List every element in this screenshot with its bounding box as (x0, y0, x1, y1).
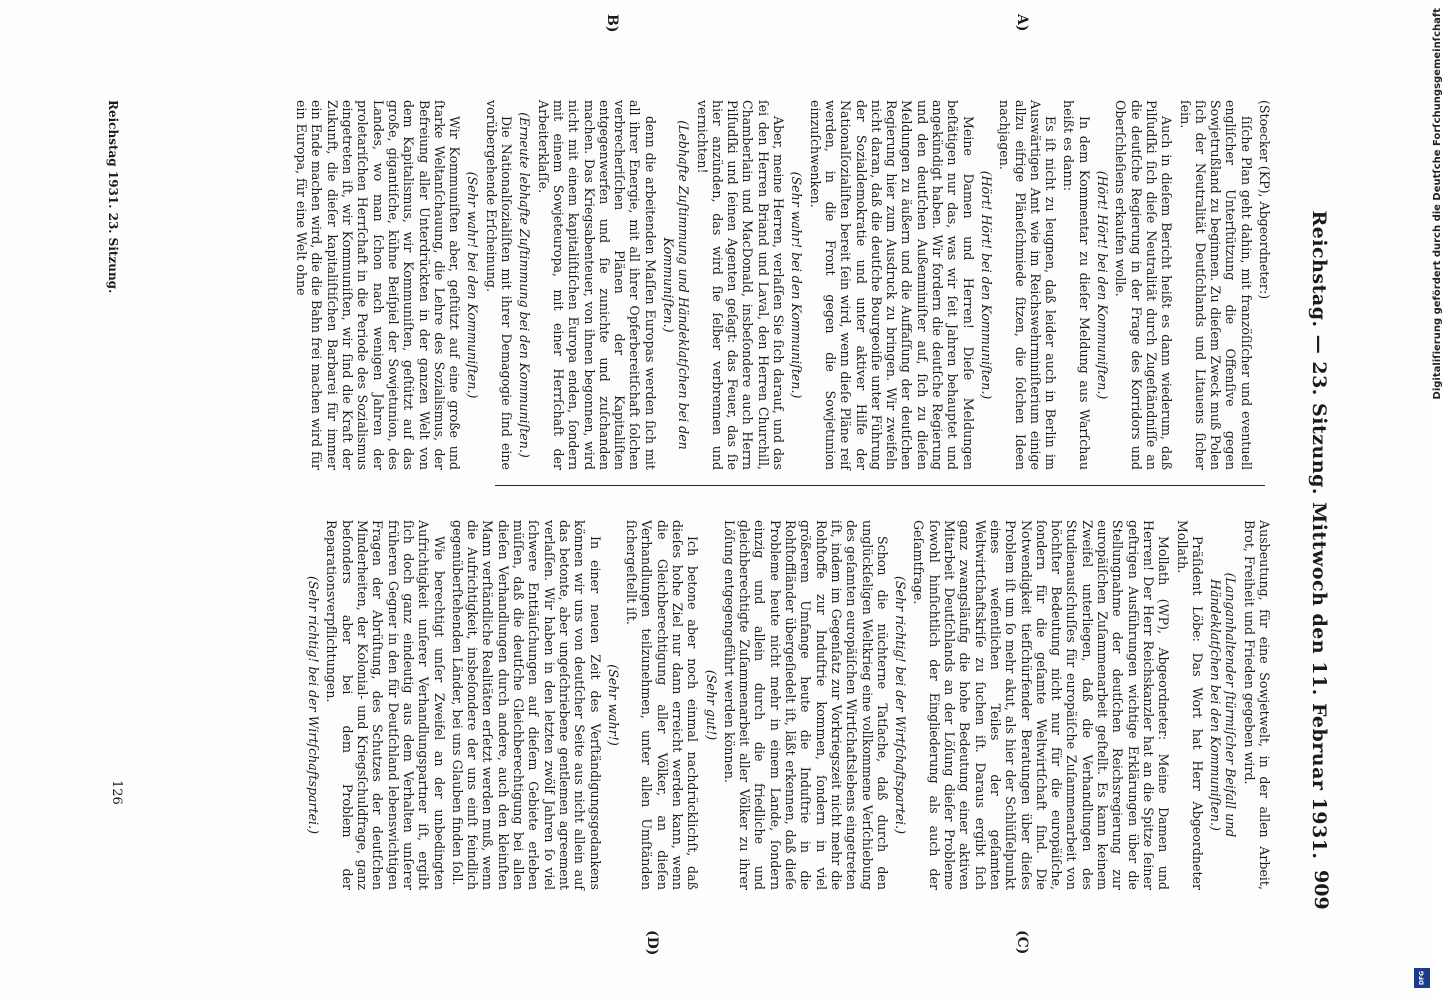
paragraph: (Stoecker (KP), Abgeordneter:) (1257, 100, 1272, 300)
digitization-note: Digitaliſierung gefördert durch die Deutſche Forſchungsgemeinſchaft (1432, 8, 1443, 400)
paragraph: Präſident Löbe: Das Wort hat Herr Abgeordneter Mollath. (1174, 520, 1205, 890)
footer-page-number: 126 (109, 780, 124, 805)
interjection: (Sehr gut!) (703, 669, 719, 741)
interjection: (Sehr wahr!) (605, 664, 621, 746)
interjection: (Lebhafte Zuſtimmung und Händeklatſchen bei den Kommuniſten.) (661, 120, 692, 450)
margin-mark-a: A) (1014, 14, 1030, 32)
interjection: (Hört! Hört! bei den Kommuniſten.) (978, 170, 994, 400)
paragraph: Aber, meine Herren, verlaſſen Sie ſich darauf, und das ſei den Herren Briand und Laval, den Herren Churchill, Chamberlain und MacDonald, insbeſondere auch Herrn Pilſudſki und ſeinen Agenten geſagt: das Feuer, das ſie hier anzünden, das wird ſie ſelber verbrennen und vernichten! (694, 100, 787, 470)
paragraph: Wir Kommuniſten aber, geſtützt auf eine große und ſtarke Weltanſchauung, die Lehre des Sozialismus, der Befreiung aller Unterdrückten in der ganzen Welt von dem Kapitalismus, wir Kommuniſten, geſtützt auf das große, gigantiſche, kühne Beiſpiel der Sowjetunion, des Landes, wo man ſchon nach wenigen Jahren der proletariſchen Herrſchaft in die Periode des Sozialismus eingetreten iſt, wir Kommuniſten, wir ſind die Kraft der Zukunft, die dieſer kapitaliſtiſchen Barbarei für immer ein Ende machen wird, die die Bahn frei machen wird für ein Europa, für eine Welt ohne (294, 100, 463, 470)
running-head: Reichstag. — 23. Sitzung. Mittwoch den 11. Februar 1931. (1308, 210, 1330, 860)
interjection: (Langanhaltender ſtürmiſcher Beifall und Händeklatſchen bei den Kommuniſten.) (1208, 572, 1239, 838)
paragraph: Schon die nüchterne Tatſache, daß durch den unglückſeligen Weltkrieg eine vollkommene Verſchiebung des geſamten europäiſchen Wirtſchaftslebens eingetreten iſt, indem im Gegenſatz zur Vorkriegszeit nicht mehr die Rohſtoffe zur Induſtrie kommen, ſondern in viel größerem Umfange heute die Induſtrie in die Rohſtoffländer übergeſiedelt iſt, läßt erkennen, daß dieſe Probleme heute nicht mehr in einem Lande, ſondern einzig und allein durch die friedliche und gleichberechtigte Zuſammenarbeit aller Völker zu ihrer Löſung entgegengeführt werden können. (721, 520, 890, 890)
footer-session: Reichstag 1931. 23. Sitzung. (106, 100, 120, 294)
paragraph: In dem Kommentar zu dieſer Meldung aus Warſchau heißt es dann: (1061, 100, 1092, 470)
paragraph: Es iſt nicht zu leugnen, daß leider auch in Berlin im Auswärtigen Amt wie im Reichswehrminiſterium einige allzu eifrige Pläneſchmiede ſitzen, die ſolchen Ideen nachjagen. (997, 100, 1059, 470)
paragraph: Die Nationalſozialiſten mit ihrer Demagogie ſind eine vorübergehende Erſcheinung. (483, 100, 515, 470)
paragraph: denn die arbeitenden Maſſen Europas werden ſich mit all ihrer Energie, mit all ihrer Opferbereitſchaft ſolchen verbrecheriſchen Plänen der Kapitaliſten entgegenwerfen und ſie zunichte und zuſchanden machen. Das Kriegsabenteuer, von ihnen begonnen, wird nicht mit einem kapitaliſtiſchen Europa enden, ſondern mit einem Sowjeteuropa, mit einer Herrſchaft der Arbeiterklaſſe. (535, 100, 658, 470)
paragraph: Mollath (WP), Abgeordneter: Meine Damen und Herren! Der Herr Reichskanzler hat an die Spitze ſeiner geſtrigen Ausführungen wichtige Erklärungen über die Stellungnahme der deutſchen Reichsregierung zur europäiſchen Zuſammenarbeit geſtellt. Es kann keinem Zweifel unterliegen, daß die Verhandlungen des Studienausſchuſſes für europäiſche Zuſammenarbeit von höchſter Bedeutung nicht nur für die europäiſche, ſondern für die geſamte Weltwirtſchaft ſind. Die Notwendigkeit tiefſchürfender Beratungen über dieſes Problem iſt um ſo mehr akut, als hier der Schlüſſelpunkt eines weſentlichen Teiles der geſamten Weltwirtſchaftskriſe zu ſuchen iſt. Daraus ergibt ſich ganz zwangsläufig die hohe Bedeutung einer aktiven Mitarbeit Deutſchlands an der Löſung dieſer Probleme ſowohl hinſichtlich der Eingliederung als auch der Geſamtfrage. (911, 520, 1172, 890)
paragraph: Ich betone aber noch einmal nachdrücklichſt, daß dieſes hohe Ziel nur dann erreicht werden kann, wenn die Gleichberechtigung aller Völker, an dieſen Verhandlungen teilzunehmen, unter allen Umſtänden ſichergeſtellt iſt. (624, 520, 701, 890)
paragraph: Meine Damen und Herren! Dieſe Meldungen beſtätigen nur das, was wir ſeit Jahren behauptet und angekündigt haben. Wir fordern die deutſche Regierung und den deutſchen Außenminiſter auf, ſich zu dieſen Meldungen zu äußern und die Auffaſſung der deutſchen Regierung hier zum Ausdruck zu bringen. Wir zweifeln nicht daran, daß die deutſche Bourgeoiſie unter Führung der Sozialdemokratie und unter aktiver Hilfe der Nationalſozialiſten bereit ſein wird, wenn dieſe Pläne reif werden, in die Front gegen die Sowjetunion einzuſchwenken. (807, 100, 976, 470)
interjection: (Hört! Hört! bei den Kommuniſten.) (1095, 170, 1111, 400)
interjection: (Sehr wahr! bei den Kommuniſten.) (465, 171, 481, 399)
interjection: (Erneute lebhafte Zuſtimmung bei den Kommuniſten.) (517, 112, 533, 458)
dfg-logo: DFG (1414, 968, 1430, 988)
paragraph: Ausbeutung, für eine Sowjetwelt, in der allen Arbeit, Brot, Freiheit und Frieden gegeben wird. (1241, 520, 1272, 890)
paragraph: Wie berechtigt unſer Zweifel an der unbedingten Aufrichtigkeit unſerer Verhandlungspartner iſt, ergibt ſich doch ganz eindeutig aus dem Verhalten unſerer früheren Gegner in den für Deutſchland lebenswichtigen Fragen der Abrüſtung, des Schutzes der deutſchen Minderheiten, der Kolonial- und Kriegsſchuldfrage, ganz beſonders aber bei dem Problem der Reparationsverpflichtungen. (324, 520, 447, 890)
digitization-strip (1412, 0, 1443, 1000)
interjection: (Sehr richtig! bei der Wirtſchaftspartei.) (893, 575, 909, 835)
left-column (291, 100, 1272, 470)
paragraph: Auch in dieſem Bericht heißt es dann wiederum, daß Pilſudſki ſich dieſe Neutralität durch Zugeſtändniſſe an die deutſche Regierung in der Frage des Korridors und Oberſchleſiens erkaufen wolle. (1113, 100, 1175, 470)
page-number: 909 (1310, 870, 1332, 910)
paragraph: In einer neuen Zeit des Verſtändigungsgedankens können wir uns von deutſcher Seite aus nicht allein auf das betonte, aber ungeſchriebene gentlemen agreement verlaſſen. Wir haben in den letzten zwölf Jahren ſo viel ſchwere Enttäuſchungen auf dieſem Gebiete erleben müſſen, daß die deutſche Gleichberechtigung bei allen dieſen Verhandlungen durch andere, auch den kleinſten Mann verſtändliche Realitäten erſetzt werden muß, wenn die Aufrichtigkeit, insbeſondere der uns einſt feindlich gegenüberſtehenden Länder, bei uns Glauben finden ſoll. (449, 520, 603, 890)
interjection: (Sehr richtig! bei der Wirtſchaftspartei.) (306, 575, 322, 835)
interjection: (Sehr wahr! bei den Kommuniſten.) (789, 171, 805, 399)
margin-mark-c: (C) (1014, 930, 1030, 955)
margin-mark-b: B) (604, 14, 620, 33)
paragraph: ſiſche Plan geht dahin, mit franzöſiſcher und eventuell engliſcher Unterſtützung die Offenſive gegen Sowjetrußland zu beginnen. Zu dieſem Zweck muß Polen ſich der Neutralität Deutſchlands und Litauens ſicher ſein. (1177, 100, 1254, 470)
margin-mark-d: (D) (644, 930, 660, 956)
column-divider (495, 485, 1265, 486)
right-column (303, 520, 1272, 890)
